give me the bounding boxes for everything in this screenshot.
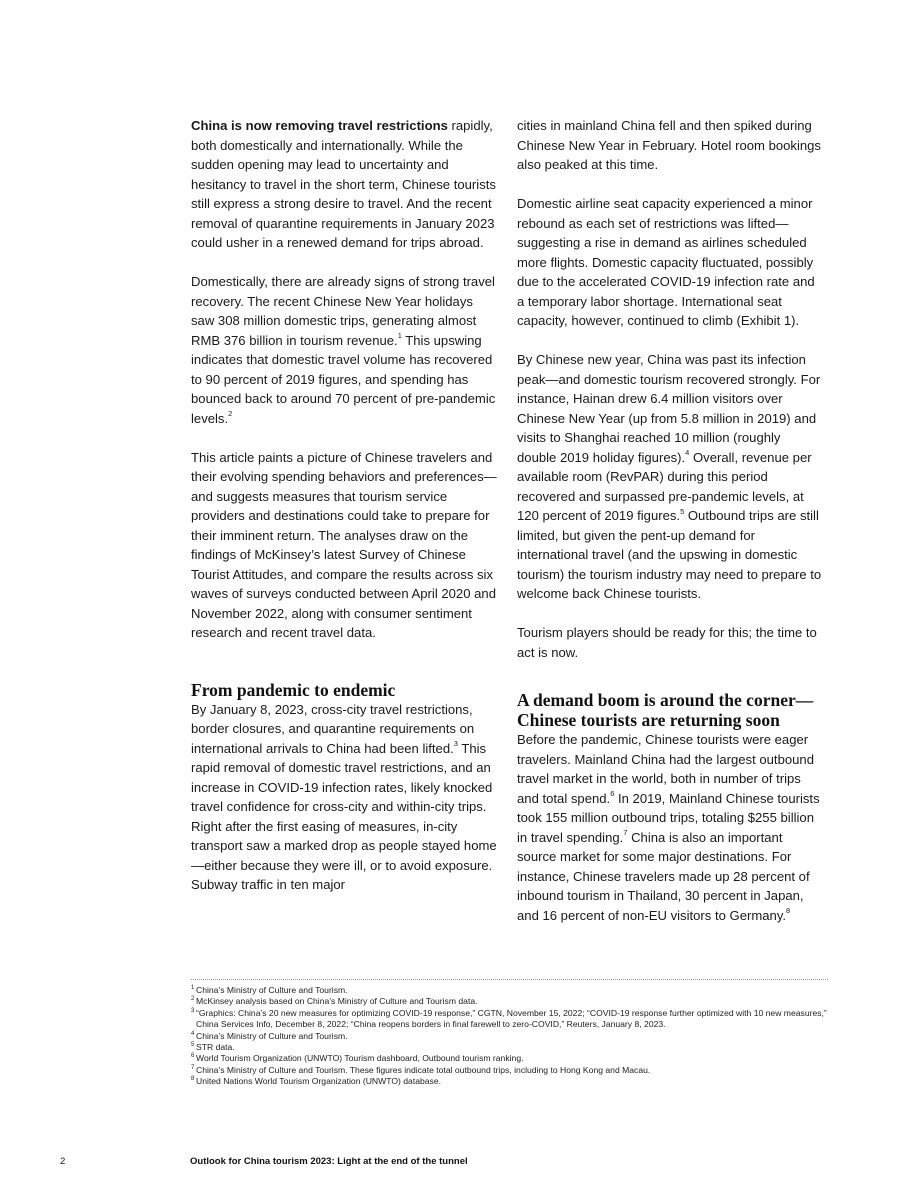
footnote-text: China’s Ministry of Culture and Tourism. bbox=[196, 985, 348, 995]
section-heading-pandemic-to-endemic: From pandemic to endemic bbox=[191, 679, 396, 700]
footnote-text: China’s Ministry of Culture and Tourism. bbox=[196, 1030, 348, 1041]
paragraph-text: By January 8, 2023, cross-city travel restrictions, border closures, and quarantine requirements on international arrivals to China had been lifted. bbox=[191, 701, 475, 756]
paragraph-call-to-action: Tourism players should be ready for this; the time to act is now. bbox=[517, 625, 817, 660]
footnote-text: China’s Ministry of Culture and Tourism. These figures indicate total outbound trips, including to Hong Kong and Macau. bbox=[196, 1064, 651, 1075]
footnote-item bbox=[191, 985, 831, 996]
footnote-text: United Nations World Tourism Organization (UNWTO) database. bbox=[196, 1076, 442, 1087]
footnote-text: McKinsey analysis based on China’s Ministry of Culture and Tourism data. bbox=[196, 996, 478, 1007]
footnote-ref: 8 bbox=[786, 906, 791, 916]
paragraph-subway-traffic: cities in mainland China fell and then spiked during Chinese New Year in February. Hotel room bookings also peaked at this time. bbox=[517, 118, 821, 172]
footnote-number: 6 bbox=[191, 1053, 195, 1060]
paragraph-text: This upswing indicates that domestic travel volume has recovered to 90 percent of 2019 figures, and spending has bounced back to around 70 percent of pre-pandemic levels. bbox=[191, 332, 496, 426]
paragraph-text: China is also an important source market for some major destinations. For instance, Chinese travelers made up 28 percent of inbound tourism in Thailand, 30 percent in Japan, and 16 percent of non-EU visitors to Germany. bbox=[517, 829, 810, 923]
right-column bbox=[517, 116, 823, 925]
footnote-item bbox=[191, 1031, 831, 1042]
paragraph-outbound-market bbox=[517, 730, 823, 925]
paragraph-text: Before the pandemic, Chinese tourists were eager travelers. Mainland China had the largest outbound travel market in the world, both in number of trips and total spend. bbox=[517, 732, 814, 806]
paragraph-text: Outbound trips are still limited, but given the pent-up demand for international travel (and the upswing in domestic tourism) the tourism industry may need to prepare to welcome back Chinese tourists. bbox=[517, 508, 822, 601]
paragraph-restrictions-lifted bbox=[191, 700, 497, 895]
footnote-ref: 4 bbox=[685, 448, 690, 458]
left-column bbox=[191, 116, 497, 895]
report-title: Outlook for China tourism 2023: Light at the end of the tunnel bbox=[190, 1156, 468, 1167]
footnote-item bbox=[191, 996, 831, 1007]
paragraph-airline-capacity: Domestic airline seat capacity experienced a minor rebound as each set of restrictions was lifted—suggesting a rise in demand as airlines scheduled more flights. Domestic capacity fluctuated, possibly due to the accelerated COVID-19 infection rate and a temporary labor shortage. International seat capacity, however, continued to climb (Exhibit 1). bbox=[517, 196, 815, 328]
footnote-number: 4 bbox=[191, 1030, 195, 1037]
paragraph-text: This rapid removal of domestic travel restrictions, and an increase in COVID-19 infection rates, likely knocked travel confidence for cross-city and within-city trips. Right after the first easing of measures, in-city transport saw a marked drop as people stayed home—either because they were ill, or to avoid exposure. Subway traffic in ten major bbox=[191, 740, 497, 892]
footnote-number: 8 bbox=[191, 1076, 195, 1083]
footnote-ref: 5 bbox=[680, 506, 685, 516]
section-heading-demand-boom: A demand boom is around the corner—Chinese tourists are returning soon bbox=[517, 690, 814, 730]
paragraph-text: rapidly, both domestically and internationally. While the sudden opening may lead to uncertainty and hesitancy to travel in the short term, Chinese tourists still express a strong desire to travel. And the recent removal of quarantine requirements in January 2023 could usher in a renewed demand for trips abroad. bbox=[191, 118, 496, 250]
footnote-ref: 1 bbox=[397, 331, 402, 341]
paragraph-text: Domestically, there are already signs of strong travel recovery. The recent Chinese New Year holidays saw 308 million domestic trips, generating almost RMB 376 billion in tourism revenue. bbox=[191, 274, 495, 348]
footnotes bbox=[191, 985, 831, 1088]
paragraph-article-overview: This article paints a picture of Chinese travelers and their evolving spending behaviors and preferences—and suggests measures that tourism service providers and destinations could take to prepare for their imminent return. The analyses draw on the findings of McKinsey’s latest Survey of Chinese Tourist Attitudes, and compare the results across six waves of surveys conducted between April 2020 and November 2022, along with consumer sentiment research and recent travel data. bbox=[191, 449, 497, 640]
paragraph-intro bbox=[191, 116, 497, 253]
footnote-text: STR data. bbox=[196, 1042, 235, 1053]
footnote-item bbox=[191, 1065, 831, 1076]
footnote-number: 5 bbox=[191, 1042, 195, 1049]
footnote-number: 3 bbox=[191, 1007, 195, 1014]
page-number: 2 bbox=[60, 1156, 66, 1167]
paragraph-text: In 2019, Mainland Chinese tourists took 155 million outbound trips, totaling $255 billion in travel spending. bbox=[517, 790, 820, 845]
footnote-ref: 2 bbox=[228, 409, 233, 419]
footnote-item bbox=[191, 1042, 831, 1053]
paragraph-domestic-recovery bbox=[191, 272, 497, 428]
footnote-text: World Tourism Organization (UNWTO) Tourism dashboard, Outbound tourism ranking. bbox=[196, 1053, 524, 1064]
paragraph-new-year-recovery bbox=[517, 350, 823, 604]
footnote-number: 1 bbox=[191, 985, 195, 991]
footnote-ref: 6 bbox=[610, 789, 615, 799]
footnote-text: “Graphics: China’s 20 new measures for optimizing COVID-19 response,” CGTN, November 15, 2022; “COVID-19 response further optimized with 10 new measures,” China Services Info, December 8, 2022; “China reopens borders in final farewell to zero-COVID,” Reuters, January 8, 2023. bbox=[196, 1007, 827, 1030]
footnote-number: 2 bbox=[191, 996, 195, 1003]
lead-in: China is now removing travel restrictions bbox=[191, 118, 448, 133]
footnote-divider bbox=[191, 979, 828, 980]
footnote-ref: 3 bbox=[453, 739, 458, 749]
footnote-item bbox=[191, 1008, 831, 1031]
footnote-ref: 7 bbox=[623, 828, 628, 838]
footnote-item bbox=[191, 1053, 831, 1064]
paragraph-text: By Chinese new year, China was past its infection peak—and domestic tourism recovered strongly. For instance, Hainan drew 6.4 million visitors over Chinese New Year (up from 5.8 million in 2019) and visits to Shanghai reached 10 million (roughly double 2019 holiday figures). bbox=[517, 352, 821, 465]
paragraph-text: Overall, revenue per available room (RevPAR) during this period recovered and surpassed pre-pandemic levels, at 120 percent of 2019 figures. bbox=[517, 449, 812, 523]
footnote-number: 7 bbox=[191, 1064, 195, 1071]
footnote-item bbox=[191, 1076, 831, 1087]
